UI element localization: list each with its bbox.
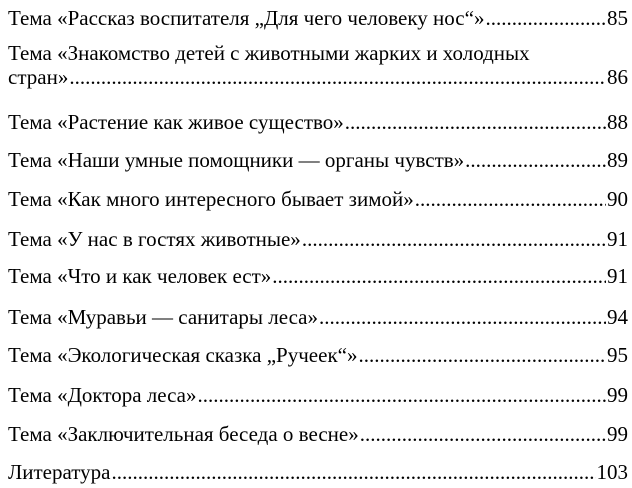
- toc-entry-title: Тема «Наши умные помощники — органы чувств»: [8, 148, 465, 172]
- toc-entry-title: Тема «Что и как человек ест»: [8, 264, 272, 288]
- toc-entry-second-line: [8, 65, 628, 89]
- toc-entry-title-line1: Тема «Знакомство детей с животными жарких и холодных: [8, 41, 530, 65]
- dot-leader: [415, 187, 606, 211]
- toc-entry-page: 99: [607, 422, 628, 446]
- toc-entry-title: Тема «У нас в гостях животные»: [8, 227, 301, 251]
- toc-entry: [8, 6, 628, 30]
- dot-leader: [485, 6, 606, 30]
- toc-entry: [8, 187, 628, 211]
- dot-leader: [272, 264, 606, 288]
- dot-leader: [302, 227, 606, 251]
- dot-leader: [345, 110, 606, 134]
- dot-leader: [111, 460, 595, 484]
- dot-leader: [358, 343, 606, 367]
- dot-leader: [360, 422, 606, 446]
- toc-entry-page: 94: [607, 305, 628, 329]
- toc-entry-page: 99: [607, 383, 628, 407]
- toc-entry-page: 88: [607, 110, 628, 134]
- toc-entry-page: 103: [596, 460, 628, 484]
- toc-entry-title: Тема «Рассказ воспитателя „Для чего человеку нос“»: [8, 6, 485, 30]
- toc-entry-page: 86: [607, 65, 628, 89]
- toc-entry-title: Тема «Растение как живое существо»: [8, 110, 344, 134]
- toc-entry: [8, 422, 628, 446]
- toc-entry-page: 89: [607, 148, 628, 172]
- toc-entry-page: 91: [607, 227, 628, 251]
- toc-entry: [8, 343, 628, 367]
- toc-entry: [8, 41, 628, 89]
- toc-entry-title: Тема «Экологическая сказка „Ручеек“»: [8, 343, 358, 367]
- toc-entry: [8, 148, 628, 172]
- toc-entry-page: 95: [607, 343, 628, 367]
- dot-leader: [69, 65, 606, 89]
- toc-entry-title: Тема «Как много интересного бывает зимой»: [8, 187, 414, 211]
- dot-leader: [198, 383, 606, 407]
- toc-entry-title: Тема «Муравьи — санитары леса»: [8, 305, 318, 329]
- toc-entry-title-line2: стран»: [8, 65, 69, 89]
- toc-entry: [8, 383, 628, 407]
- toc-entry: [8, 305, 628, 329]
- toc-entry-page: 90: [607, 187, 628, 211]
- dot-leader: [319, 305, 606, 329]
- toc-entry-page: 85: [607, 6, 628, 30]
- toc-entry-title: Тема «Доктора леса»: [8, 383, 197, 407]
- toc-entry: [8, 110, 628, 134]
- toc-entry-title: Литература: [8, 460, 111, 484]
- toc-entry: [8, 264, 628, 288]
- toc-entry: [8, 227, 628, 251]
- toc-entry: [8, 460, 628, 484]
- dot-leader: [465, 148, 606, 172]
- toc-entry-page: 91: [607, 264, 628, 288]
- toc-entry-title: Тема «Заключительная беседа о весне»: [8, 422, 359, 446]
